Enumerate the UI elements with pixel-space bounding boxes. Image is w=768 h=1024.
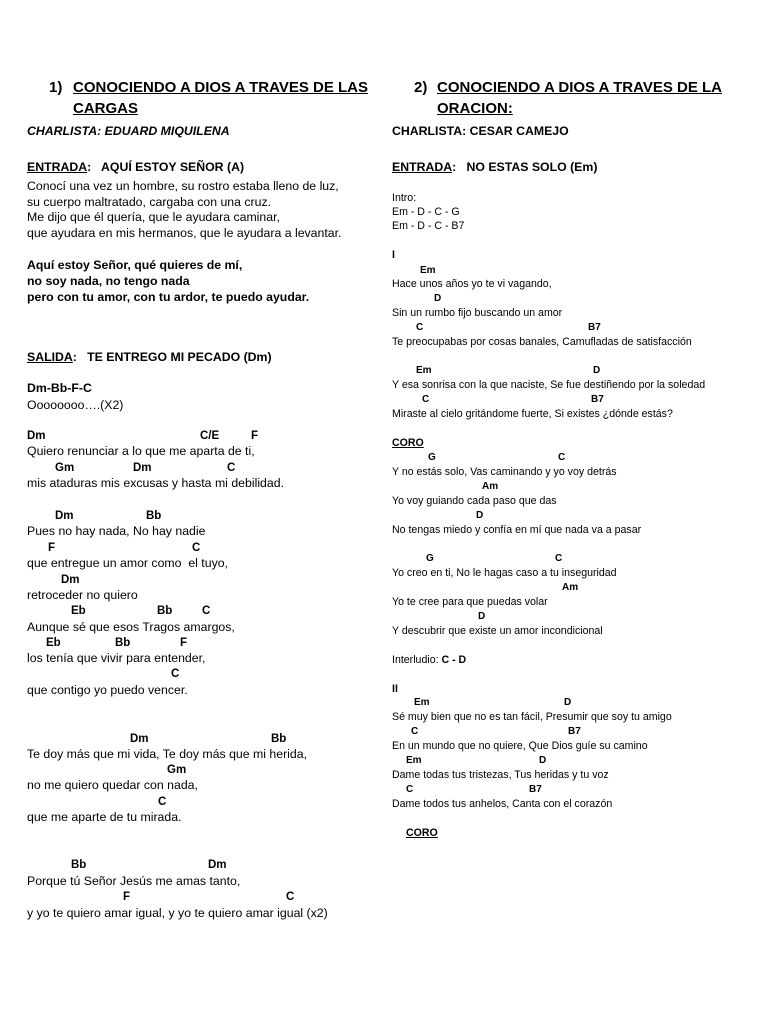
chord: Em <box>420 265 436 276</box>
lyric-line: Y descubrir que existe un amor incondicional <box>392 625 603 637</box>
lyric-line: Sin un rumbo fijo buscando un amor <box>392 307 563 319</box>
intro-chords-1: Em - D - C - G <box>392 206 460 218</box>
chord: D <box>476 510 484 521</box>
lyric-line: Te preocupabas por cosas banales, Camufladas de satisfacción <box>392 336 692 348</box>
song-2-number: 2) <box>414 79 428 96</box>
chord: Bb <box>157 605 173 617</box>
song-1-title <box>49 78 379 120</box>
chord: Dm <box>27 430 46 442</box>
lyric-line: Dame todas tus tristezas, Tus heridas y tu voz <box>392 769 609 781</box>
chorus-line: Aquí estoy Señor, qué quieres de mí, <box>27 258 243 272</box>
section-1-label: I <box>392 249 395 261</box>
chord: G <box>428 452 436 463</box>
chord: Eb <box>71 605 86 617</box>
entrada-label: ENTRADA <box>27 160 88 174</box>
intro-text: Oooooooo….(X2) <box>27 398 124 412</box>
lyric-line: Y no estás solo, Vas caminando y yo voy detrás <box>392 466 617 478</box>
chord: Gm <box>167 764 187 776</box>
chord: Am <box>482 481 499 492</box>
chord: B7 <box>568 726 581 737</box>
lyric-line: Porque tú Señor Jesús me amas tanto, <box>27 874 241 888</box>
lyric-line: Quiero renunciar a lo que me aparta de ti, <box>27 444 255 458</box>
salida-title: : TE ENTREGO MI PECADO (Dm) <box>72 350 272 364</box>
chord: C <box>192 542 201 554</box>
chord: B7 <box>588 322 601 333</box>
intro-label: Intro: <box>392 192 417 204</box>
chord: C <box>171 668 180 680</box>
chord: F <box>123 891 131 903</box>
lyric-line: retroceder no quiero <box>27 588 138 602</box>
song-2-title <box>414 78 754 120</box>
song-2-speaker: CHARLISTA: CESAR CAMEJO <box>392 124 569 138</box>
chord: D <box>593 365 601 376</box>
chord: C <box>286 891 295 903</box>
intro-chords-2: Em - D - C - B7 <box>392 220 465 232</box>
lyric-line: Dame todos tus anhelos, Canta con el corazón <box>392 798 613 810</box>
song-2-title-line-1: CONOCIENDO A DIOS A TRAVES DE LA <box>437 79 723 96</box>
chord: D <box>539 755 547 766</box>
chord: C <box>406 784 414 795</box>
chord: Bb <box>146 510 162 522</box>
chorus-line: no soy nada, no tengo nada <box>27 274 190 288</box>
chord: Bb <box>271 733 287 745</box>
chord: B7 <box>529 784 542 795</box>
lyric-line: Sé muy bien que no es tan fácil, Presumir que soy tu amigo <box>392 711 672 723</box>
interludio-chords: C - D <box>441 654 467 666</box>
chord: C <box>411 726 419 737</box>
lyric-line: mis ataduras mis excusas y hasta mi debilidad. <box>27 476 284 490</box>
chord: C <box>555 553 563 564</box>
intro-chords: Dm-Bb-F-C <box>27 381 92 395</box>
verse-line: que ayudara en mis hermanos, que le ayudara a levantar. <box>27 226 342 240</box>
lyric-line: Yo voy guiando cada paso que das <box>392 495 557 507</box>
entrada-label: ENTRADA <box>392 160 453 174</box>
chord: Dm <box>55 510 74 522</box>
chord: G <box>426 553 434 564</box>
chord: B7 <box>591 394 604 405</box>
chord: C/E <box>200 430 220 442</box>
lyric-line: no me quiero quedar con nada, <box>27 778 198 792</box>
chord: C <box>558 452 566 463</box>
chord: Bb <box>115 637 131 649</box>
lyric-line: Miraste al cielo gritándome fuerte, Si existes ¿dónde estás? <box>392 408 673 420</box>
song-1-number: 1) <box>49 79 63 96</box>
song-1-salida <box>27 350 272 365</box>
lyric-line: Te doy más que mi vida, Te doy más que mi herida, <box>27 747 308 761</box>
coro-end-label: CORO <box>406 827 438 839</box>
lyric-line: y yo te quiero amar igual, y yo te quiero amar igual (x2) <box>27 906 328 920</box>
verse-line: su cuerpo maltratado, cargaba con una cruz. <box>27 195 272 209</box>
chord: Gm <box>55 462 75 474</box>
chord: F <box>251 430 259 442</box>
entrada-title: : AQUÍ ESTOY SEÑOR (A) <box>87 160 245 174</box>
lyric-line: Aunque sé que esos Tragos amargos, <box>27 620 235 634</box>
coro-label: CORO <box>392 437 424 449</box>
salida-label: SALIDA <box>27 350 73 364</box>
chord: Dm <box>208 859 227 871</box>
lyric-line: que me aparte de tu mirada. <box>27 810 182 824</box>
chord: Bb <box>71 859 87 871</box>
lyric-line: que contigo yo puedo vencer. <box>27 683 188 697</box>
lyric-line: Hace unos años yo te vi vagando, <box>392 278 552 290</box>
lyric-line: los tenía que vivir para entender, <box>27 651 206 665</box>
lyric-line: Pues no hay nada, No hay nadie <box>27 524 206 538</box>
interludio-label: Interludio: <box>392 654 442 666</box>
lyric-line: Yo te cree para que puedas volar <box>392 596 548 608</box>
chord: F <box>180 637 188 649</box>
chord: C <box>202 605 211 617</box>
chord: Eb <box>46 637 61 649</box>
chorus-line: pero con tu amor, con tu ardor, te puedo ayudar. <box>27 290 310 304</box>
song-1-speaker: CHARLISTA: EDUARD MIQUILENA <box>27 124 230 138</box>
section-2-label: II <box>392 683 398 695</box>
chord: Dm <box>133 462 152 474</box>
lyric-line: que entregue un amor como el tuyo, <box>27 556 228 570</box>
chord: C <box>158 796 167 808</box>
song-2-title-line-2: ORACION: <box>437 100 513 117</box>
chord: Am <box>562 582 579 593</box>
chord: C <box>227 462 236 474</box>
entrada-title: : NO ESTAS SOLO (Em) <box>452 160 598 174</box>
lyric-line: En un mundo que no quiere, Que Dios guíe su camino <box>392 740 648 752</box>
interludio <box>392 654 466 667</box>
chord: D <box>564 697 572 708</box>
song-2-entrada <box>392 160 597 175</box>
song-1-title-line-1: CONOCIENDO A DIOS A TRAVES DE LAS <box>73 79 369 96</box>
lyric-line: No tengas miedo y confía en mí que nada va a pasar <box>392 524 642 536</box>
lyric-line: Yo creo en ti, No le hagas caso a tu inseguridad <box>392 567 617 579</box>
song-1-title-line-2: CARGAS <box>73 100 139 117</box>
chord: Em <box>406 755 422 766</box>
chord: Dm <box>61 574 80 586</box>
chord: Em <box>416 365 432 376</box>
chord: Dm <box>130 733 149 745</box>
verse-line: Conocí una vez un hombre, su rostro estaba lleno de luz, <box>27 179 339 193</box>
song-1-entrada <box>27 160 244 175</box>
lyric-line: Y esa sonrisa con la que naciste, Se fue destiñendo por la soledad <box>392 379 706 391</box>
chord: C <box>422 394 430 405</box>
chord: F <box>48 542 56 554</box>
chord: D <box>478 611 486 622</box>
chord: C <box>416 322 424 333</box>
chord: Em <box>414 697 430 708</box>
chord: D <box>434 293 442 304</box>
verse-line: Me dijo que él quería, que le ayudara caminar, <box>27 210 280 224</box>
